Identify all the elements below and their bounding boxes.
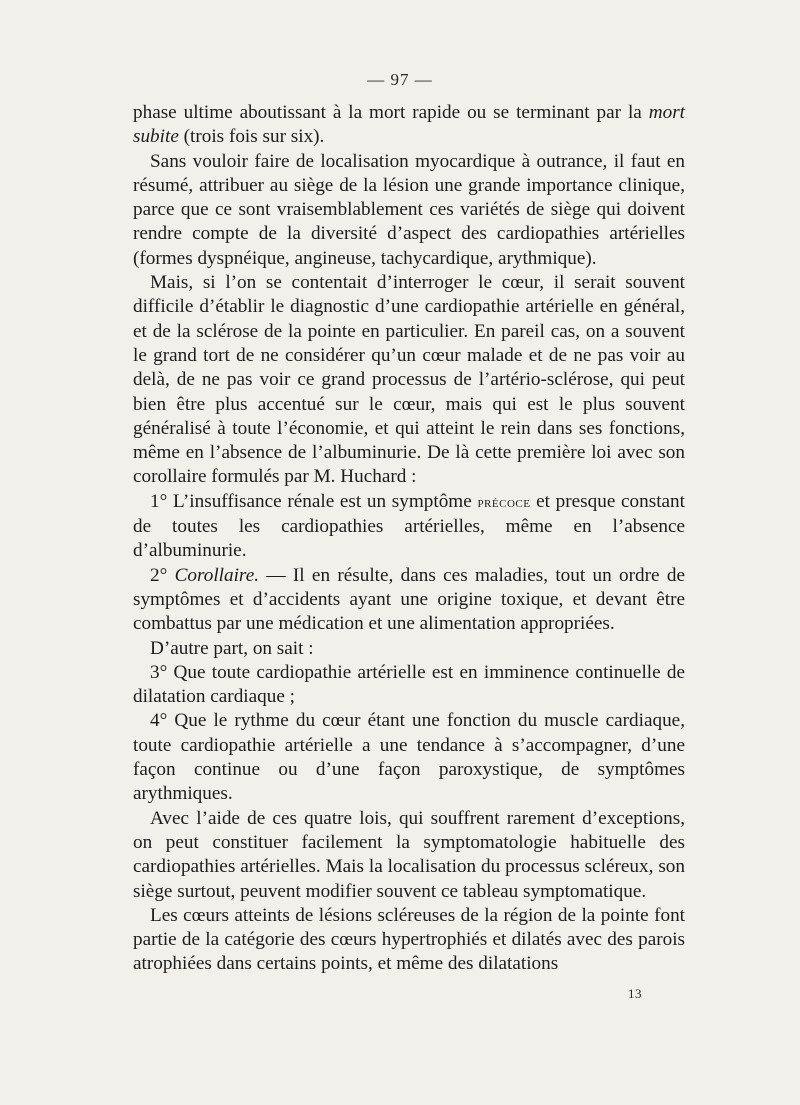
paragraph-4-text-end: et presque constant de toutes les cardiopathies artérielles, même en l’absence d’albuminurie. xyxy=(133,490,685,562)
paragraph-9: Avec l’aide de ces quatre lois, qui souffrent rarement d’exceptions, on peut constituer facilement la symptomatologie habituelle des cardiopathies artérielles. Mais la localisation du processus scléreux, son siège surtout, peuvent modifier souvent ce tableau symptomatique. xyxy=(133,807,685,902)
paragraph-3: Mais, si l’on se contentait d’interroger le cœur, il serait souvent difficile d’établir le diagnostic d’une cardiopathie artérielle en général, et de la sclérose de la pointe en particulier. En pareil cas, on a souvent le grand tort de ne considérer qu’un cœur malade et de ne pas voir au delà, de ne pas voir ce grand processus de l’artério-sclérose, qui peut bien être plus accentué sur le cœur, mais qui est le plus souvent généralisé à toute l’économie, et qui atteint le rein dans ses fonctions, même en l’absence de l’albuminurie. De là cette première loi avec son corollaire formulés par M. Huchard : xyxy=(133,272,685,488)
paragraph-5-text-end: — Il en résulte, dans ces maladies, tout un ordre de symptômes et d’accidents ayant une origine toxique, et devant être combattus par une médication et une alimentation appropriées. xyxy=(133,564,685,635)
paragraph-5-emphasis: Corollaire. xyxy=(174,564,260,586)
page-number: — 97 — xyxy=(367,70,433,89)
paragraph-1 xyxy=(133,101,685,150)
paragraph-4 xyxy=(133,490,685,564)
body-text xyxy=(133,101,685,977)
signature-mark: 13 xyxy=(628,986,642,1001)
paragraph-8: 4° Que le rythme du cœur étant une fonction du muscle cardiaque, toute cardiopathie artérielle a une tendance à s’accompagner, d’une façon continue ou d’une façon paroxystique, de symptômes arythmiques. xyxy=(133,710,685,805)
paragraph-6: D’autre part, on sait : xyxy=(150,637,314,659)
paragraph-10: Les cœurs atteints de lésions scléreuses de la région de la pointe font partie de la catégorie des cœurs hypertrophiés et dilatés avec des parois atrophiées dans certains points, et même des dilatations xyxy=(133,904,685,975)
paragraph-1-emphasis: mort subite xyxy=(133,102,685,148)
paragraph-5-text: 2° xyxy=(150,564,175,586)
paragraph-2: Sans vouloir faire de localisation myocardique à outrance, il faut en résumé, attribuer au siège de la lésion une grande importance clinique, parce que ce sont vraisemblablement ces variétés de siège qui doivent rendre compte de la diversité d’aspect des cardiopathies artérielles (formes dyspnéique, angineuse, tachycardique, arythmique). xyxy=(133,150,685,269)
paragraph-1-text: phase ultime aboutissant à la mort rapide ou se terminant par la xyxy=(133,102,649,123)
paragraph-1-text-end: (trois fois sur six). xyxy=(178,126,325,148)
paragraph-7: 3° Que toute cardiopathie artérielle est en imminence continuelle de dilatation cardiaque ; xyxy=(133,661,685,708)
paragraph-4-text: 1° L’insuffisance rénale est un symptôme xyxy=(150,490,478,512)
paragraph-5 xyxy=(133,564,685,637)
paragraph-4-smallcaps: précoce xyxy=(477,493,531,511)
